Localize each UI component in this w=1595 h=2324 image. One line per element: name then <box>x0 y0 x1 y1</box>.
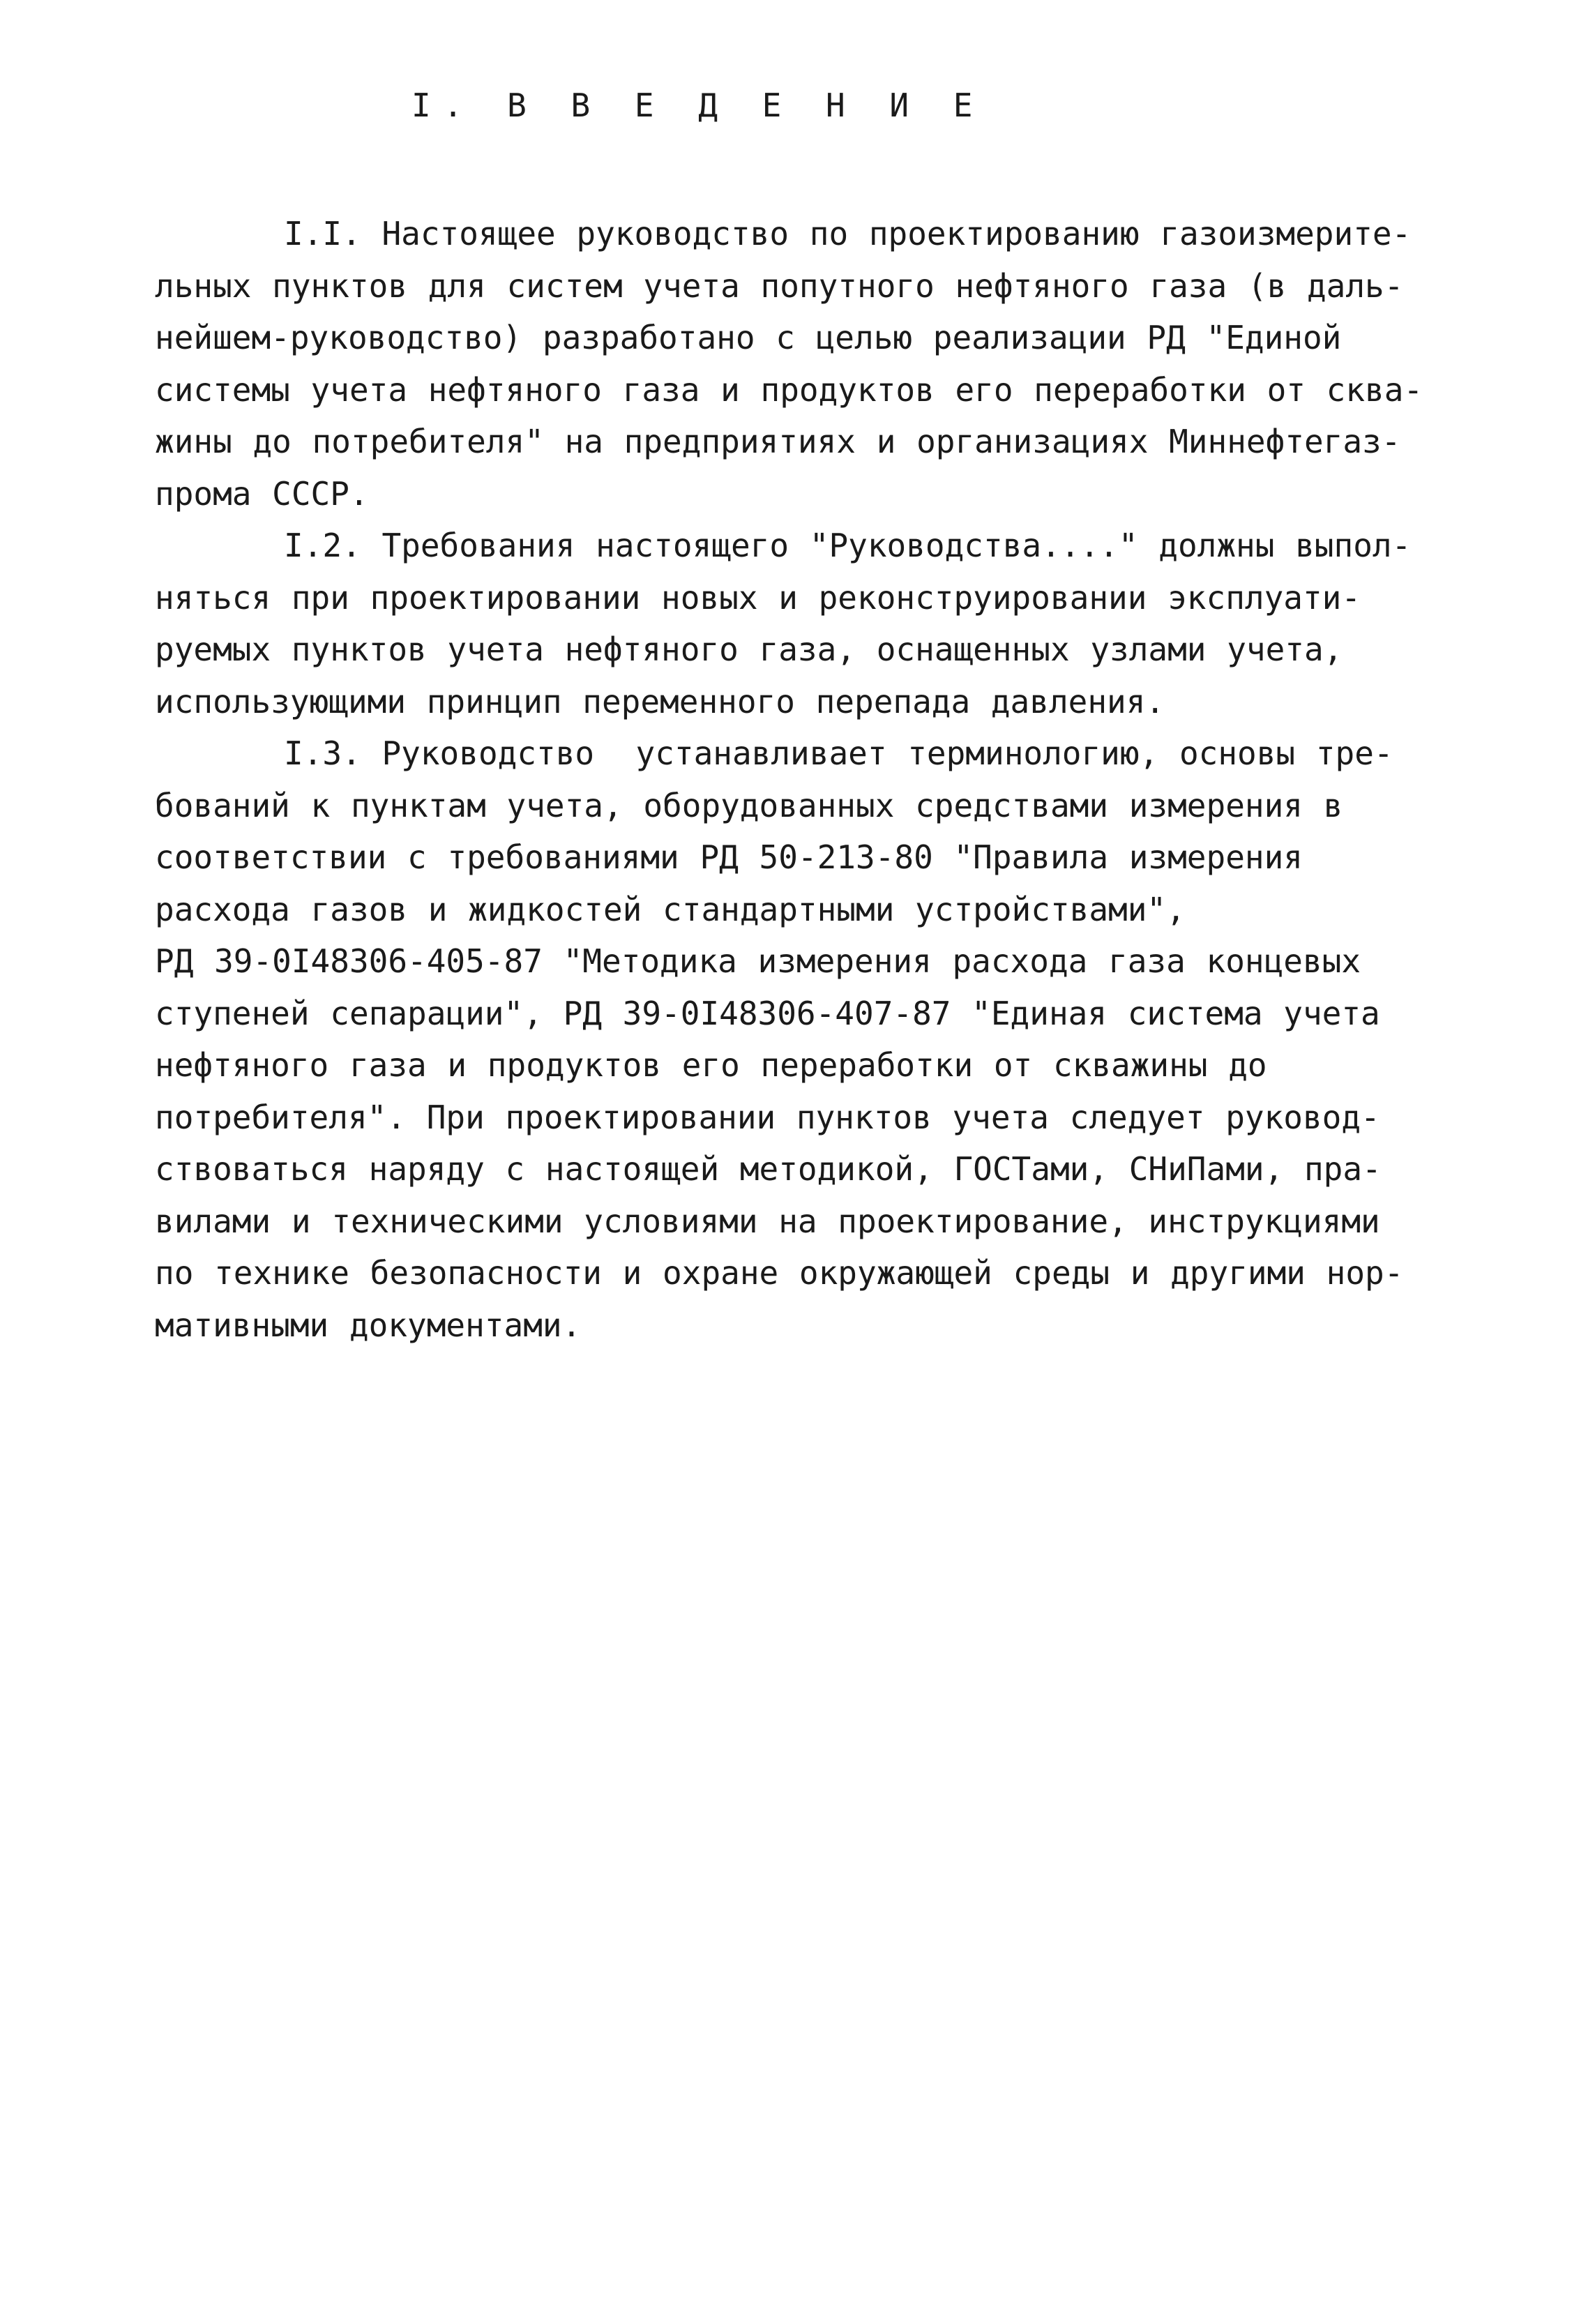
paragraph-1-2-line: использующими принцип переменного перепада давления. <box>155 682 1165 720</box>
paragraph-1-1-line: прома СССР. <box>155 474 369 513</box>
paragraph-1-2-line: I.2. Требования настоящего "Руководства...." должны выпол- <box>284 527 1412 564</box>
paragraph-1-3-line: РД 39-0I48306-405-87 "Методика измерения расхода газа концевых <box>155 942 1361 980</box>
paragraph-1-3-line: I.3. Руководство устанавливает терминологию, основы тре- <box>284 734 1393 772</box>
paragraph-1-1-line: жины до потребителя" на предприятиях и организациях Миннефтегаз- <box>155 423 1401 460</box>
paragraph-1-1-line: системы учета нефтяного газа и продуктов его переработки от сква- <box>155 370 1423 409</box>
paragraph-1-3-line: нефтяного газа и продуктов его переработки от скважины до <box>155 1046 1267 1084</box>
paragraph-1-3-line: по технике безопасности и охране окружающей среды и другими нор- <box>155 1254 1404 1292</box>
paragraph-1-3-line: бований к пунктам учета, оборудованных средствами измерения в <box>155 786 1343 824</box>
paragraph-1-3-line: расхода газов и жидкостей стандартными устройствами", <box>155 890 1186 928</box>
paragraph-1-1-line: льных пунктов для систем учета попутного нефтяного газа (в даль- <box>155 266 1404 305</box>
paragraph-1-1-line: нейшем-руководство) разработано с целью реализации РД "Единой <box>155 319 1342 356</box>
paragraph-1-2-line: руемых пунктов учета нефтяного газа, оснащенных узлами учета, <box>155 631 1343 668</box>
paragraph-1-1-line: I.I. Настоящее руководство по проектированию газоизмерите- <box>284 215 1412 252</box>
section-body <box>155 208 1550 1351</box>
section-heading: I. В В Е Д Е Н И Е <box>411 86 985 124</box>
paragraph-1-3-line: потребителя". При проектировании пунктов учета следует руковод- <box>155 1098 1380 1136</box>
paragraph-1-2-line: няться при проектировании новых и реконструировании эксплуати- <box>155 578 1361 617</box>
paragraph-1-3-line: ствоваться наряду с настоящей методикой, ГОСТами, СНиПами, пра- <box>155 1150 1382 1188</box>
paragraph-1-3-line: соответствии с требованиями РД 50-213-80 "Правила измерения <box>155 838 1303 876</box>
paragraph-1-3-line: ступеней сепарации", РД 39-0I48306-407-87 "Единая система учета <box>155 994 1380 1032</box>
paragraph-1-3-line: мативными документами. <box>155 1306 582 1344</box>
paragraph-1-3-line: вилами и техническими условиями на проектирование, инструкциями <box>155 1202 1380 1240</box>
